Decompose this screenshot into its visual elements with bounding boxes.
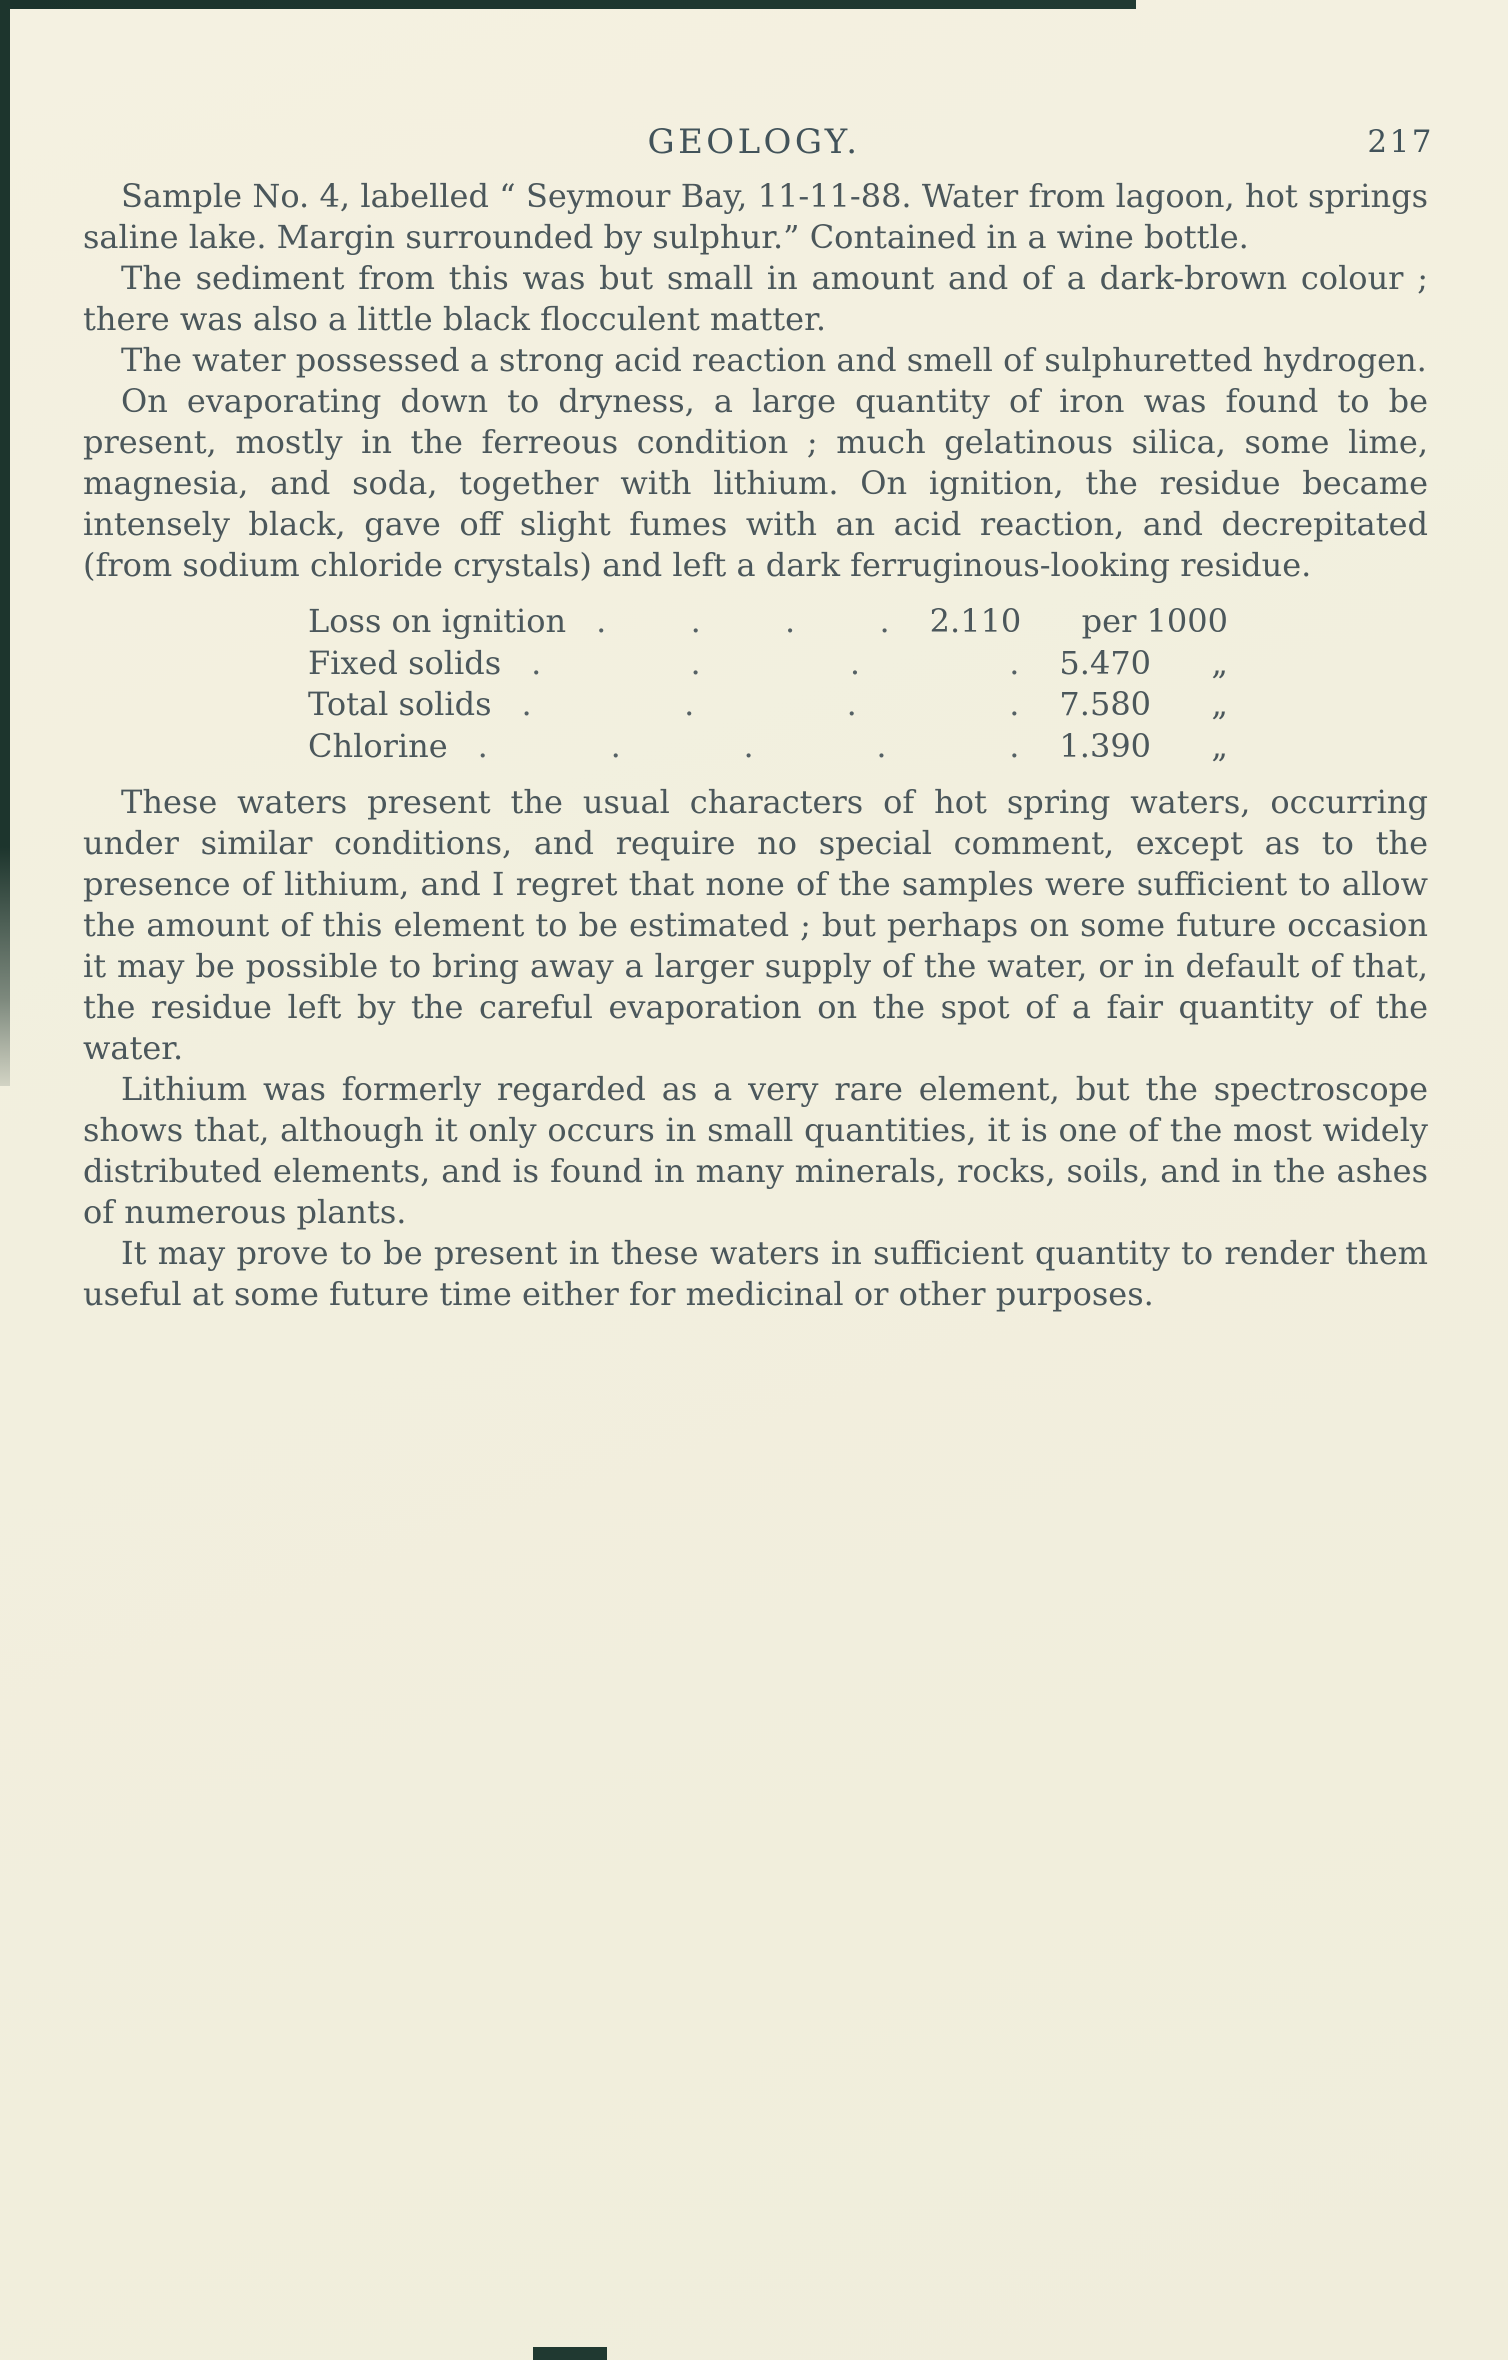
- row-unit: per 1000: [1081, 602, 1228, 640]
- table-row: [308, 684, 1228, 726]
- row-unit-ditto: „: [1211, 685, 1228, 723]
- row-value: 1.390: [1059, 726, 1152, 765]
- leader-dots: . . . .: [596, 602, 890, 640]
- page-body-text: [83, 176, 1428, 1315]
- scan-edge-artifact-bottom: [533, 2347, 607, 2360]
- row-label: Chlorine: [308, 726, 448, 765]
- row-unit-ditto: „: [1211, 726, 1228, 765]
- paragraph-lithium-rarity: Lithium was formerly regarded as a very rare element, but the spectroscope shows that, although it only occurs in small quantities, it is one of the most widely distributed elements, and is found in many minerals, rocks, soils, and in the ashes of numerous plants.: [83, 1070, 1428, 1231]
- paragraph-acid-reaction: The water possessed a strong acid reaction and smell of sulphuretted hydrogen.: [121, 341, 1427, 379]
- analysis-results-table: [308, 601, 1228, 767]
- row-value: 5.470: [1059, 643, 1152, 682]
- row-label: Total solids: [308, 685, 492, 723]
- row-unit-ditto: „: [1211, 643, 1228, 682]
- page-number: 217: [1367, 124, 1434, 160]
- page-title: GEOLOGY.: [647, 122, 861, 162]
- paragraph-future-use: It may prove to be present in these waters in sufficient quantity to render them useful at some future time either for medicinal or other purposes.: [83, 1234, 1428, 1313]
- row-label: Loss on ignition: [308, 602, 567, 640]
- running-head: [0, 122, 1508, 166]
- table-row: [308, 643, 1228, 685]
- leader-dots: . . . .: [531, 643, 1020, 682]
- leader-dots: . . . .: [521, 685, 1020, 723]
- row-value: 2.110: [929, 602, 1022, 640]
- scan-edge-artifact-top: [0, 0, 1136, 9]
- leader-dots: . . . . .: [477, 726, 1020, 765]
- row-value: 7.580: [1059, 685, 1152, 723]
- paragraph-sample-description: Sample No. 4, labelled “ Seymour Bay, 11-11-88. Water from lagoon, hot springs saline lake. Margin surrounded by sulphur.” Contained in a wine bottle.: [83, 177, 1428, 256]
- paragraph-sediment: The sediment from this was but small in amount and of a dark-brown colour ; there was also a little black flocculent matter.: [83, 259, 1428, 338]
- paragraph-evaporation: On evaporating down to dryness, a large quantity of iron was found to be present, mostly in the ferreous condition ; much gelatinous silica, some lime, magnesia, and soda, together with lithium. On ignition, the residue became intensely black, gave off slight fumes with an acid reaction, and decrepitated (from sodium chloride crystals) and left a dark ferruginous-looking residue.: [83, 382, 1428, 584]
- row-label: Fixed solids: [308, 643, 502, 682]
- paragraph-general-characters: These waters present the usual characters of hot spring waters, occurring under similar conditions, and require no special comment, except as to the presence of lithium, and I regret that none of the samples were sufficient to allow the amount of this element to be estimated ; but perhaps on some future occasion it may be possible to bring away a larger supply of the water, or in default of that, the residue left by the careful evaporation on the spot of a fair quantity of the water.: [83, 783, 1428, 1067]
- table-row: [308, 726, 1228, 768]
- table-row: [308, 601, 1228, 643]
